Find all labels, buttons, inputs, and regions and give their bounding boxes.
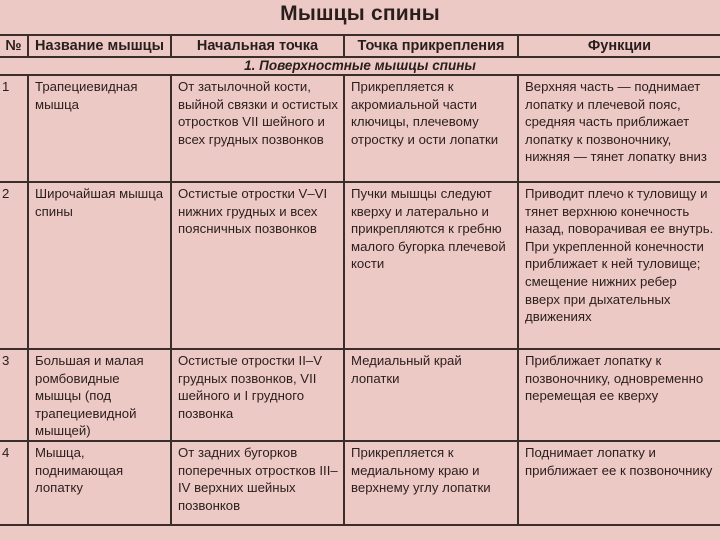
function-cell: Поднимает лопатку и приближает ее к позвоночнику [518,441,720,525]
origin-cell: От задних бугорков поперечных отростков III–IV верхних шейных позвонков [171,441,344,525]
muscle-table-container [0,34,720,526]
function-cell: Приближает лопатку к позвоночнику, одновременно перемещая ее кверху [518,349,720,441]
insertion-cell: Пучки мышцы следуют кверху и латерально и прикрепляются к гребню малого бугорка плечевой кости [344,182,518,349]
row-number: 3 [0,349,28,441]
origin-cell: Остистые отростки V–VI нижних грудных и всех поясничных позвонков [171,182,344,349]
muscle-name-cell: Трапециевидная мышца [28,75,171,182]
function-cell: Верхняя часть — поднимает лопатку и плечевой пояс, средняя часть приближает лопатку к позвоночнику, нижняя — тянет лопатку вниз [518,75,720,182]
col-header-insertion: Точка прикрепления [344,35,518,57]
function-cell: Приводит плечо к туловищу и тянет верхнюю конечность назад, поворачивая ее внутрь. При укрепленной конечности приближает к ней туловище; смещение нижних ребер вверх при дыхательных движениях [518,182,720,349]
table-row [0,441,720,525]
origin-cell: Остистые отростки II–V грудных позвонков, VII шейного и I грудного позвонка [171,349,344,441]
muscle-name-cell: Мышца, поднимающая лопатку [28,441,171,525]
row-number: 4 [0,441,28,525]
row-number: 1 [0,75,28,182]
header-row [0,35,720,57]
col-header-function: Функции [518,35,720,57]
col-header-name: Название мышцы [28,35,171,57]
muscle-table [0,34,720,526]
row-number: 2 [0,182,28,349]
origin-cell: От затылочной кости, выйной связки и остистых отростков VII шейного и всех грудных позвонков [171,75,344,182]
table-row [0,182,720,349]
muscle-name-cell: Широчайшая мышца спины [28,182,171,349]
section-title: 1. Поверхностные мышцы спины [0,57,720,75]
section-row [0,57,720,75]
table-row [0,75,720,182]
insertion-cell: Прикрепляется к медиальному краю и верхнему углу лопатки [344,441,518,525]
document-title: Мышцы спины [280,2,440,25]
insertion-cell: Медиальный край лопатки [344,349,518,441]
muscle-name-cell: Большая и малая ромбовидные мышцы (под трапециевидной мышцей) [28,349,171,441]
col-header-origin: Начальная точка [171,35,344,57]
table-row [0,349,720,441]
insertion-cell: Прикрепляется к акромиальной части ключицы, плечевому отростку и ости лопатки [344,75,518,182]
col-header-number: № [0,35,28,57]
